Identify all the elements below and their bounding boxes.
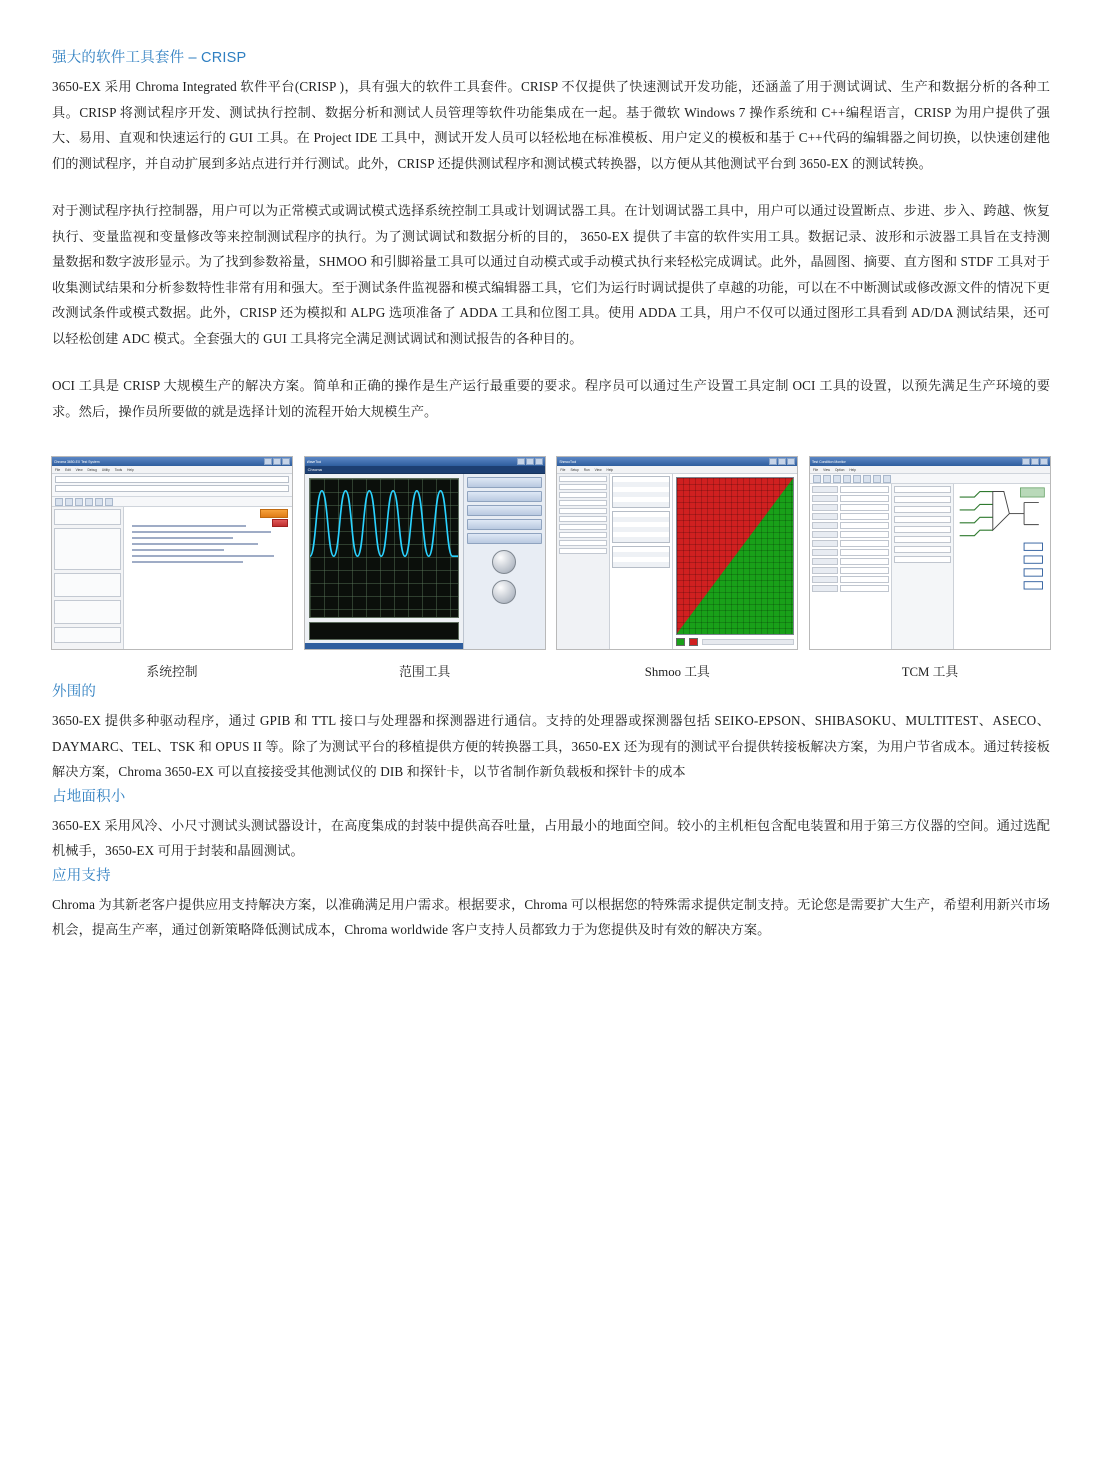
section-heading-footprint: 占地面积小	[52, 788, 126, 805]
position-knob	[492, 550, 516, 574]
pin-value	[840, 522, 889, 529]
close-icon	[535, 458, 543, 465]
menu-tools: Tools	[114, 467, 123, 472]
menu-utility: Utility	[101, 467, 110, 472]
code-line	[132, 537, 233, 539]
figure-caption: 系统控制	[146, 665, 198, 679]
menu-option: Option	[834, 467, 845, 472]
scope-button	[467, 491, 542, 502]
pin-waveform-diagram	[956, 486, 1048, 596]
scope-control-panel	[463, 474, 545, 649]
pin-row	[812, 558, 889, 565]
pin-value	[840, 567, 889, 574]
legend-pass-swatch	[676, 638, 685, 646]
figure-image-system-control	[51, 456, 293, 650]
pin-value	[840, 495, 889, 502]
voltage-resolution-knob	[492, 580, 516, 604]
pin-value	[840, 540, 889, 547]
scope-display-area	[305, 474, 463, 649]
shmoo-axis-table	[612, 476, 669, 508]
stop-button	[272, 519, 288, 527]
toolbar-icon	[105, 498, 113, 506]
parameter-field	[559, 508, 607, 514]
settings-panel	[52, 507, 124, 649]
menu-edit: Edit	[65, 467, 71, 472]
parameter-field	[559, 492, 607, 498]
toolbar-icon	[843, 475, 851, 483]
pin-row	[812, 567, 889, 574]
toolbar-icon	[55, 498, 63, 506]
paragraph-app-support-1: Chroma 为其新老客户提供应用支持解决方案，以准确满足用户需求。根据要求，Chroma 可以根据您的特殊需求提供定制支持。无论您是需要扩大生产，希望利用新兴市场机会，提高生产率，通过创新策略降低测试成本，Chroma worldwide 客户支持人员都致力于为您提供及时有效的解决方案。	[52, 896, 1050, 937]
start-button	[260, 509, 288, 518]
maximize-icon	[1031, 458, 1039, 465]
window-controls	[769, 458, 795, 465]
figure-tcm-tool	[810, 456, 1050, 680]
window-controls	[1022, 458, 1048, 465]
toolbar-icon	[65, 498, 73, 506]
scope-brand-bar	[305, 466, 545, 474]
timing-field	[894, 556, 951, 563]
pin-name	[812, 504, 838, 511]
figure-scope-tool	[305, 456, 545, 680]
timing-panel	[892, 484, 954, 649]
toolbar-icon	[85, 498, 93, 506]
settings-group	[54, 509, 121, 525]
pin-value	[840, 486, 889, 493]
code-line	[132, 555, 274, 557]
figure-caption: Shmoo 工具	[644, 665, 710, 679]
figure-system-control	[52, 456, 292, 680]
code-line	[132, 525, 246, 527]
menu-view: View	[823, 467, 830, 472]
menu-file: File	[55, 467, 61, 472]
timing-field	[894, 486, 951, 493]
shmoo-result-table	[612, 511, 669, 543]
section-heading-peripheral: 外围的	[52, 684, 97, 700]
pin-value	[840, 504, 889, 511]
shmoo-grid	[677, 478, 794, 634]
code-line	[132, 561, 243, 563]
timing-field	[894, 506, 951, 513]
pin-value	[840, 576, 889, 583]
system-control-fields	[52, 474, 292, 497]
parameter-field	[559, 484, 607, 490]
menu-view: View	[75, 467, 83, 472]
section-heading-app-support: 应用支持	[52, 867, 111, 884]
toolbar-icon	[95, 498, 103, 506]
window-titlebar	[810, 457, 1050, 466]
pin-name	[812, 513, 838, 520]
paragraph-crisp-3: OCI 工具是 CRISP 大规模生产的解决方案。简单和正确的操作是生产运行最重要的要求。程序员可以通过生产设置工具定制 OCI 工具的设置，以预先满足生产环境的要求。然后，操作员所要做的就是选择计划的流程开始大规模生产。	[52, 378, 1050, 419]
window-controls	[517, 458, 543, 465]
pin-name	[812, 531, 838, 538]
minimize-icon	[769, 458, 777, 465]
window-title: WaveTool	[306, 459, 322, 464]
toolbar-icon	[75, 498, 83, 506]
waveform-trace	[310, 479, 458, 568]
maximize-icon	[778, 458, 786, 465]
window-tcm-tool	[810, 457, 1050, 649]
code-line	[132, 549, 224, 551]
code-line	[132, 531, 271, 533]
pin-row	[812, 495, 889, 502]
window-menubar	[557, 466, 797, 474]
toolbar-icon	[853, 475, 861, 483]
toolbar-icon	[863, 475, 871, 483]
parameter-field	[559, 540, 607, 546]
timing-field	[894, 526, 951, 533]
scope-button	[467, 519, 542, 530]
menu-help: Help	[127, 467, 134, 472]
window-shmoo-tool	[557, 457, 797, 649]
window-menubar	[810, 466, 1050, 474]
figure-image-shmoo-tool	[556, 456, 798, 650]
window-titlebar	[557, 457, 797, 466]
toolbar-icon	[823, 475, 831, 483]
pin-value	[840, 549, 889, 556]
code-line	[132, 543, 258, 545]
scope-button	[467, 533, 542, 544]
shmoo-summary-table	[612, 546, 669, 568]
settings-group	[54, 627, 121, 643]
pin-row	[812, 522, 889, 529]
figure-image-scope-tool	[304, 456, 546, 650]
pin-row	[812, 531, 889, 538]
window-toolbar	[810, 474, 1050, 484]
lot-setup-field	[55, 485, 289, 492]
pin-value	[840, 558, 889, 565]
section-heading-crisp: 强大的软件工具套件 – CRISP	[52, 50, 247, 66]
parameter-field	[559, 516, 607, 522]
measurement-readout-bar	[309, 622, 459, 640]
brand-label: Chroma	[307, 467, 322, 472]
parameter-field	[559, 532, 607, 538]
parameter-field	[559, 500, 607, 506]
close-icon	[787, 458, 795, 465]
test-program-field	[55, 476, 289, 483]
pin-value	[840, 531, 889, 538]
window-system-control	[52, 457, 292, 649]
pin-row	[812, 486, 889, 493]
window-body	[305, 474, 545, 649]
parameter-field	[559, 548, 607, 554]
figure-shmoo-tool	[557, 456, 797, 680]
timing-field	[894, 516, 951, 523]
menu-help: Help	[606, 467, 614, 472]
paragraph-crisp-2: 对于测试程序执行控制器，用户可以为正常模式或调试模式选择系统控制工具或计划调试器工具。在计划调试器工具中，用户可以通过设置断点、步进、步入、跨越、恢复执行、变量监视和变量修改等来控制测试程序的执行。为了测试调试和数据分析的目的， 3650-EX 提供了丰富的软件实用工具。数据记录、波形和示波器工具旨在支持测量数据和数字波形显示。为了找到参数裕量，SHMOO 和引脚裕量工具可以通过自动模式或手动模式执行来轻松完成调试。此外，晶圆图、摘要、直方图和 STDF 工具对于收集测试结果和分析参数特性非常有用和强大。至于测试条件监视器和模式编辑器工具，它们为运行时调试提供了卓越的功能，可以在不中断测试或修改源文件的情况下更改测试条件或模式数据。此外，CRISP 还为模拟和 ALPG 选项准备了 ADDA 工具和位图工具。使用 ADDA 工具，用户不仅可以通过图形工具看到 AD/DA 测试结果，还可以轻松创建 ADC 模式。全套强大的 GUI 工具将完全满足测试调试和测试报告的各种目的。	[52, 203, 1050, 346]
menu-view: View	[594, 467, 602, 472]
shmoo-plot	[676, 477, 795, 635]
legend-fail-swatch	[689, 638, 698, 646]
paragraph-crisp-1: 3650-EX 采用 Chroma Integrated 软件平台(CRISP )，具有强大的软件工具套件。CRISP 不仅提供了快速测试开发功能，还涵盖了用于测试调试、生产和数据分析的各种工具。CRISP 将测试程序开发、测试执行控制、数据分析和测试人员管理等软件功能集成在一起。基于微软 Windows 7 操作系统和 C++编程语言，CRISP 为用户提供了强大、易用、直观和快速运行的 GUI 工具。在 Project IDE 工具中，测试开发人员可以轻松地在标准模板、用户定义的模板和基于 C++代码的编辑器之间切换，以快速创建他们的测试程序，并自动扩展到多站点进行并行测试。此外，CRISP 还提供测试程序和测试模式转换器，以方便从其他测试平台到 3650-EX 的测试转换。	[52, 79, 1050, 171]
window-titlebar	[305, 457, 545, 466]
window-title: ShmooTool	[559, 459, 577, 464]
window-toolbar	[52, 497, 292, 507]
pin-list-panel	[810, 484, 892, 649]
figure-caption: 范围工具	[399, 665, 451, 679]
pin-row	[812, 513, 889, 520]
waveform-diagram-panel	[954, 484, 1050, 649]
settings-group	[54, 528, 121, 570]
shmoo-parameter-panel	[557, 474, 610, 649]
menu-help: Help	[849, 467, 856, 472]
minimize-icon	[517, 458, 525, 465]
close-icon	[1040, 458, 1048, 465]
maximize-icon	[526, 458, 534, 465]
pin-name	[812, 558, 838, 565]
pin-name	[812, 486, 838, 493]
menu-file: File	[812, 467, 819, 472]
timing-field	[894, 546, 951, 553]
settings-group	[54, 600, 121, 624]
timing-field	[894, 536, 951, 543]
status-bar	[305, 643, 463, 649]
pin-row	[812, 504, 889, 511]
minimize-icon	[1022, 458, 1030, 465]
window-menubar	[52, 466, 292, 474]
pin-row	[812, 540, 889, 547]
window-titlebar	[52, 457, 292, 466]
menu-run: Run	[583, 467, 590, 472]
settings-group	[54, 573, 121, 597]
window-body	[557, 474, 797, 649]
menu-setup: Setup	[570, 467, 579, 472]
parameter-field	[559, 524, 607, 530]
code-listing	[126, 525, 290, 563]
toolbar-icon	[873, 475, 881, 483]
scope-button	[467, 477, 542, 488]
pin-name	[812, 495, 838, 502]
pin-row	[812, 576, 889, 583]
paragraph-footprint-1: 3650-EX 采用风冷、小尺寸测试头测试器设计，在高度集成的封装中提供高吞吐量，占用最小的地面空间。较小的主机柜包含配电装置和用于第三方仪器的空间。通过选配机械手，3650-EX 可用于封装和晶圆测试。	[52, 817, 1050, 858]
minimize-icon	[264, 458, 272, 465]
pin-name	[812, 522, 838, 529]
timing-field	[894, 496, 951, 503]
figure-image-tcm-tool	[809, 456, 1051, 650]
shmoo-plot-panel	[673, 474, 798, 649]
pin-value	[840, 513, 889, 520]
pin-name	[812, 576, 838, 583]
paragraph-peripheral-1: 3650-EX 提供多种驱动程序，通过 GPIB 和 TTL 接口与处理器和探测器进行通信。支持的处理器或探测器包括 SEIKO-EPSON、SHIBASOKU、MULTITEST、ASECO、DAYMARC、TEL、TSK 和 OPUS II 等。除了为测试平台的移植提供方便的转换器工具，3650-EX 还为现有的测试平台提供转接板解决方案，为用户节省成本。通过转接板解决方案，Chroma 3650-EX 可以直接接受其他测试仪的 DIB 和探针卡，以节省制作新负载板和探针卡的成本	[52, 713, 1050, 779]
code-editor-panel	[124, 507, 292, 649]
pin-name	[812, 540, 838, 547]
parameter-field	[559, 476, 607, 482]
pin-row	[812, 549, 889, 556]
menu-file: File	[560, 467, 566, 472]
pin-value	[840, 585, 889, 592]
pin-row	[812, 585, 889, 592]
toolbar-icon	[813, 475, 821, 483]
window-body	[52, 507, 292, 649]
figure-caption: TCM 工具	[901, 665, 959, 679]
toolbar-icon	[833, 475, 841, 483]
shmoo-legend	[676, 638, 795, 646]
pin-name	[812, 585, 838, 592]
menu-debug: Debug	[87, 467, 97, 472]
window-title: Chroma 3650-EX Test System	[54, 459, 100, 464]
maximize-icon	[273, 458, 281, 465]
window-controls	[264, 458, 290, 465]
close-icon	[282, 458, 290, 465]
legend-label-bar	[702, 639, 795, 645]
toolbar-icon	[883, 475, 891, 483]
shmoo-table-panel	[610, 474, 672, 649]
waveform-display	[309, 478, 459, 618]
window-scope-tool	[305, 457, 545, 649]
pin-name	[812, 567, 838, 574]
window-body	[810, 484, 1050, 649]
screenshot-figure-row	[52, 456, 1050, 680]
pin-name	[812, 549, 838, 556]
scope-button	[467, 505, 542, 516]
window-title: Test Condition Monitor	[811, 459, 846, 464]
